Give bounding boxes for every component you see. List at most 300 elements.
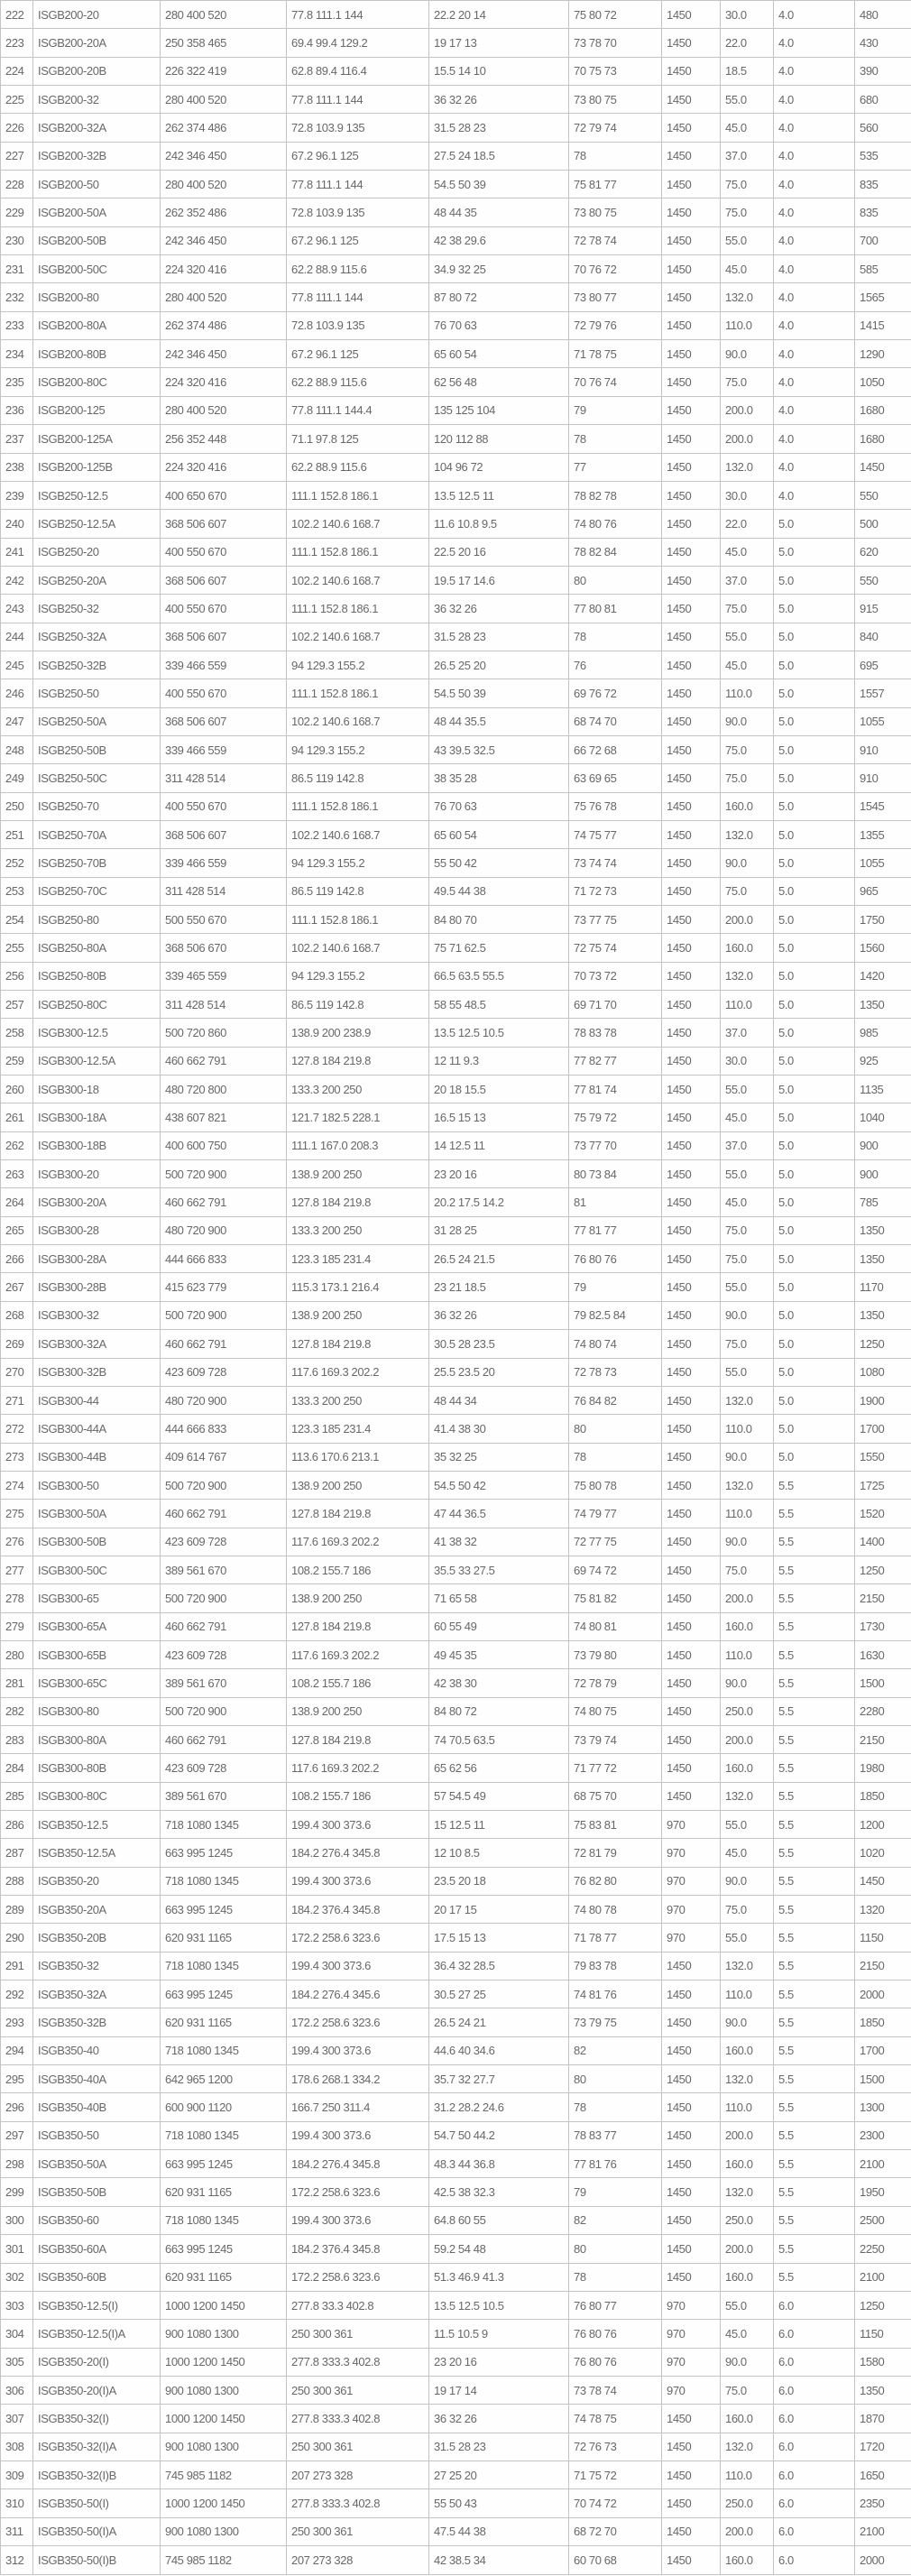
cell-head-m: 42 38 30: [429, 1669, 569, 1697]
cell-flow-ls: 86.5 119 142.8: [287, 764, 429, 792]
cell-model: ISGB350-40B: [33, 2093, 161, 2121]
table-row: [1, 934, 911, 962]
cell-speed-rpm: 1450: [662, 792, 721, 820]
cell-head-m: 84 80 70: [429, 906, 569, 934]
cell-row-number: 235: [1, 368, 33, 396]
cell-power-kw: 160.0: [721, 2150, 774, 2178]
cell-power-kw: 132.0: [721, 1952, 774, 1980]
cell-flow-ls: 138.9 200 250: [287, 1160, 429, 1188]
cell-row-number: 252: [1, 849, 33, 877]
cell-flow-m3h: 250 358 465: [161, 29, 287, 57]
cell-power-kw: 90.0: [721, 1669, 774, 1697]
cell-flow-ls: 108.2 155.7 186: [287, 1556, 429, 1583]
cell-npsh-m: 4.0: [774, 425, 855, 453]
table-row: [1, 1245, 911, 1273]
table-row: [1, 2545, 911, 2574]
cell-speed-rpm: 1450: [662, 1725, 721, 1753]
cell-flow-m3h: 339 465 559: [161, 962, 287, 990]
cell-efficiency-pct: 75 80 78: [569, 1471, 662, 1499]
cell-power-kw: 200.0: [721, 2121, 774, 2149]
cell-weight-kg: 1200: [855, 1811, 911, 1839]
cell-efficiency-pct: 82: [569, 2036, 662, 2064]
cell-flow-m3h: 389 561 670: [161, 1669, 287, 1697]
cell-flow-m3h: 311 428 514: [161, 877, 287, 905]
cell-flow-ls: 138.9 200 238.9: [287, 1019, 429, 1047]
cell-row-number: 229: [1, 199, 33, 226]
cell-flow-m3h: 718 1080 1345: [161, 1867, 287, 1895]
cell-head-m: 19.5 17 14.6: [429, 566, 569, 594]
cell-model: ISGB300-18B: [33, 1131, 161, 1159]
cell-speed-rpm: 1450: [662, 1103, 721, 1131]
table-row: [1, 1131, 911, 1159]
cell-speed-rpm: 1450: [662, 1047, 721, 1075]
cell-power-kw: 75.0: [721, 171, 774, 199]
cell-row-number: 261: [1, 1103, 33, 1131]
table-row: [1, 735, 911, 763]
cell-flow-ls: 199.4 300 373.6: [287, 1811, 429, 1839]
cell-weight-kg: 1050: [855, 368, 911, 396]
cell-flow-m3h: 900 1080 1300: [161, 2433, 287, 2461]
cell-efficiency-pct: 79: [569, 396, 662, 424]
cell-speed-rpm: 1450: [662, 2489, 721, 2517]
cell-model: ISGB250-80C: [33, 991, 161, 1019]
cell-flow-ls: 94 129.3 155.2: [287, 651, 429, 679]
cell-flow-m3h: 620 931 1165: [161, 2008, 287, 2036]
cell-efficiency-pct: 77 81 74: [569, 1076, 662, 1103]
cell-weight-kg: 835: [855, 199, 911, 226]
cell-flow-m3h: 718 1080 1345: [161, 1811, 287, 1839]
table-row: [1, 1612, 911, 1640]
table-row: [1, 1471, 911, 1499]
cell-weight-kg: 1320: [855, 1896, 911, 1924]
cell-power-kw: 132.0: [721, 1782, 774, 1810]
cell-npsh-m: 5.0: [774, 510, 855, 538]
cell-flow-m3h: 242 346 450: [161, 226, 287, 254]
table-row: [1, 792, 911, 820]
cell-weight-kg: 965: [855, 877, 911, 905]
cell-speed-rpm: 1450: [662, 1471, 721, 1499]
cell-weight-kg: 1020: [855, 1839, 911, 1867]
cell-npsh-m: 5.5: [774, 1640, 855, 1668]
cell-npsh-m: 5.5: [774, 1839, 855, 1867]
cell-head-m: 23 20 16: [429, 2348, 569, 2376]
cell-model: ISGB250-50: [33, 679, 161, 707]
cell-efficiency-pct: 73 77 75: [569, 906, 662, 934]
table-row: [1, 396, 911, 424]
cell-head-m: 76 70 63: [429, 792, 569, 820]
cell-weight-kg: 1300: [855, 2093, 911, 2121]
cell-flow-ls: 67.2 96.1 125: [287, 340, 429, 368]
cell-efficiency-pct: 78: [569, 1443, 662, 1471]
cell-model: ISGB200-80: [33, 283, 161, 311]
cell-row-number: 312: [1, 2545, 33, 2574]
cell-row-number: 290: [1, 1924, 33, 1952]
cell-speed-rpm: 1450: [662, 283, 721, 311]
cell-head-m: 11.6 10.8 9.5: [429, 510, 569, 538]
cell-weight-kg: 1680: [855, 425, 911, 453]
cell-npsh-m: 5.5: [774, 1725, 855, 1753]
cell-flow-ls: 277.8 33.3 402.8: [287, 2291, 429, 2319]
cell-npsh-m: 5.5: [774, 2206, 855, 2234]
cell-power-kw: 30.0: [721, 1, 774, 29]
cell-power-kw: 132.0: [721, 453, 774, 481]
cell-efficiency-pct: 75 80 72: [569, 1, 662, 29]
cell-weight-kg: 550: [855, 566, 911, 594]
cell-row-number: 273: [1, 1443, 33, 1471]
cell-flow-m3h: 224 320 416: [161, 255, 287, 283]
cell-model: ISGB200-20A: [33, 29, 161, 57]
cell-flow-ls: 184.2 376.4 345.8: [287, 1896, 429, 1924]
cell-efficiency-pct: 73 80 75: [569, 199, 662, 226]
cell-flow-ls: 172.2 258.6 323.6: [287, 2008, 429, 2036]
cell-flow-ls: 133.3 200 250: [287, 1386, 429, 1414]
cell-power-kw: 132.0: [721, 2178, 774, 2206]
cell-model: ISGB200-32: [33, 86, 161, 114]
cell-head-m: 47.5 44 38: [429, 2517, 569, 2545]
cell-head-m: 43 39.5 32.5: [429, 735, 569, 763]
cell-model: ISGB250-80B: [33, 962, 161, 990]
cell-npsh-m: 5.5: [774, 2263, 855, 2291]
table-row: [1, 255, 911, 283]
cell-weight-kg: 2300: [855, 2121, 911, 2149]
cell-npsh-m: 5.5: [774, 2065, 855, 2093]
cell-row-number: 228: [1, 171, 33, 199]
cell-model: ISGB300-32: [33, 1301, 161, 1329]
cell-speed-rpm: 1450: [662, 1, 721, 29]
cell-flow-ls: 108.2 155.7 186: [287, 1782, 429, 1810]
cell-efficiency-pct: 68 75 70: [569, 1782, 662, 1810]
cell-npsh-m: 5.0: [774, 1019, 855, 1047]
cell-head-m: 75 71 62.5: [429, 934, 569, 962]
table-row: [1, 2036, 911, 2064]
cell-head-m: 87 80 72: [429, 283, 569, 311]
cell-row-number: 244: [1, 623, 33, 651]
cell-model: ISGB200-80B: [33, 340, 161, 368]
cell-row-number: 297: [1, 2121, 33, 2149]
cell-weight-kg: 1250: [855, 2291, 911, 2319]
cell-speed-rpm: 1450: [662, 255, 721, 283]
cell-efficiency-pct: 71 75 72: [569, 2461, 662, 2488]
cell-efficiency-pct: 71 78 75: [569, 340, 662, 368]
cell-npsh-m: 4.0: [774, 481, 855, 509]
cell-head-m: 54.7 50 44.2: [429, 2121, 569, 2149]
cell-weight-kg: 1250: [855, 1330, 911, 1358]
cell-weight-kg: 1500: [855, 1669, 911, 1697]
cell-flow-ls: 102.2 140.6 168.7: [287, 623, 429, 651]
cell-power-kw: 90.0: [721, 1867, 774, 1895]
cell-head-m: 13.5 12.5 10.5: [429, 1019, 569, 1047]
cell-weight-kg: 695: [855, 651, 911, 679]
cell-npsh-m: 5.0: [774, 1216, 855, 1244]
cell-weight-kg: 1630: [855, 1640, 911, 1668]
cell-flow-ls: 67.2 96.1 125: [287, 142, 429, 170]
cell-model: ISGB350-50(I)B: [33, 2545, 161, 2574]
table-row: [1, 906, 911, 934]
cell-npsh-m: 5.5: [774, 1500, 855, 1528]
cell-npsh-m: 6.0: [774, 2405, 855, 2433]
cell-efficiency-pct: 81: [569, 1188, 662, 1216]
cell-speed-rpm: 1450: [662, 2178, 721, 2206]
table-row: [1, 1952, 911, 1980]
cell-flow-m3h: 500 720 900: [161, 1160, 287, 1188]
cell-weight-kg: 585: [855, 255, 911, 283]
cell-row-number: 250: [1, 792, 33, 820]
cell-speed-rpm: 1450: [662, 1301, 721, 1329]
cell-npsh-m: 5.0: [774, 877, 855, 905]
cell-speed-rpm: 1450: [662, 29, 721, 57]
cell-head-m: 30.5 27 25: [429, 1980, 569, 2008]
cell-model: ISGB200-125: [33, 396, 161, 424]
cell-flow-m3h: 280 400 520: [161, 1, 287, 29]
cell-flow-m3h: 339 466 559: [161, 651, 287, 679]
cell-flow-m3h: 1000 1200 1450: [161, 2489, 287, 2517]
cell-efficiency-pct: 74 80 74: [569, 1330, 662, 1358]
table-row: [1, 29, 911, 57]
table-row: [1, 2461, 911, 2488]
cell-npsh-m: 5.0: [774, 1131, 855, 1159]
cell-power-kw: 90.0: [721, 849, 774, 877]
cell-npsh-m: 5.5: [774, 1980, 855, 2008]
cell-npsh-m: 5.0: [774, 820, 855, 848]
cell-flow-ls: 94 129.3 155.2: [287, 849, 429, 877]
cell-efficiency-pct: 74 80 81: [569, 1612, 662, 1640]
cell-flow-ls: 172.2 258.6 323.6: [287, 2263, 429, 2291]
cell-weight-kg: 550: [855, 481, 911, 509]
cell-weight-kg: 1980: [855, 1754, 911, 1782]
cell-power-kw: 110.0: [721, 311, 774, 339]
cell-npsh-m: 5.0: [774, 906, 855, 934]
cell-model: ISGB350-50B: [33, 2178, 161, 2206]
cell-weight-kg: 1680: [855, 396, 911, 424]
cell-efficiency-pct: 80: [569, 2065, 662, 2093]
cell-efficiency-pct: 72 78 73: [569, 1358, 662, 1386]
cell-row-number: 306: [1, 2376, 33, 2404]
table-row: [1, 1867, 911, 1895]
cell-weight-kg: 500: [855, 510, 911, 538]
cell-power-kw: 132.0: [721, 1471, 774, 1499]
cell-model: ISGB300-28: [33, 1216, 161, 1244]
table-row: [1, 368, 911, 396]
cell-power-kw: 90.0: [721, 340, 774, 368]
cell-flow-ls: 77.8 111.1 144: [287, 1, 429, 29]
cell-speed-rpm: 1450: [662, 820, 721, 848]
cell-efficiency-pct: 78: [569, 2263, 662, 2291]
cell-efficiency-pct: 76 80 77: [569, 2291, 662, 2319]
cell-flow-m3h: 620 931 1165: [161, 2178, 287, 2206]
cell-speed-rpm: 970: [662, 1896, 721, 1924]
cell-model: ISGB350-12.5: [33, 1811, 161, 1839]
cell-weight-kg: 2000: [855, 2545, 911, 2574]
cell-model: ISGB300-50A: [33, 1500, 161, 1528]
cell-weight-kg: 2150: [855, 1725, 911, 1753]
cell-speed-rpm: 1450: [662, 1556, 721, 1583]
cell-row-number: 222: [1, 1, 33, 29]
cell-npsh-m: 4.0: [774, 29, 855, 57]
cell-flow-ls: 138.9 200 250: [287, 1471, 429, 1499]
table-row: [1, 820, 911, 848]
cell-weight-kg: 1400: [855, 1528, 911, 1556]
cell-efficiency-pct: 72 75 74: [569, 934, 662, 962]
cell-power-kw: 110.0: [721, 1640, 774, 1668]
cell-row-number: 259: [1, 1047, 33, 1075]
cell-efficiency-pct: 75 76 78: [569, 792, 662, 820]
cell-model: ISGB300-18: [33, 1076, 161, 1103]
cell-head-m: 42 38.5 34: [429, 2545, 569, 2574]
cell-flow-ls: 117.6 169.3 202.2: [287, 1754, 429, 1782]
cell-flow-m3h: 718 1080 1345: [161, 2121, 287, 2149]
cell-model: ISGB300-20A: [33, 1188, 161, 1216]
table-row: [1, 707, 911, 735]
cell-efficiency-pct: 74 80 78: [569, 1896, 662, 1924]
cell-efficiency-pct: 72 77 75: [569, 1528, 662, 1556]
cell-flow-m3h: 400 550 670: [161, 679, 287, 707]
cell-head-m: 35 32 25: [429, 1443, 569, 1471]
cell-head-m: 20 17 15: [429, 1896, 569, 1924]
cell-weight-kg: 1350: [855, 1301, 911, 1329]
table-body: [1, 1, 911, 2575]
cell-npsh-m: 4.0: [774, 340, 855, 368]
cell-efficiency-pct: 80 73 84: [569, 1160, 662, 1188]
cell-head-m: 65 60 54: [429, 820, 569, 848]
cell-npsh-m: 5.5: [774, 1528, 855, 1556]
table-row: [1, 1443, 911, 1471]
cell-npsh-m: 6.0: [774, 2376, 855, 2404]
cell-efficiency-pct: 78 83 77: [569, 2121, 662, 2149]
cell-speed-rpm: 1450: [662, 2405, 721, 2433]
cell-model: ISGB350-40A: [33, 2065, 161, 2093]
cell-power-kw: 200.0: [721, 396, 774, 424]
cell-flow-m3h: 718 1080 1345: [161, 1952, 287, 1980]
cell-speed-rpm: 1450: [662, 906, 721, 934]
table-row: [1, 1669, 911, 1697]
table-row: [1, 2263, 911, 2291]
cell-npsh-m: 6.0: [774, 2291, 855, 2319]
cell-head-m: 31 28 25: [429, 1216, 569, 1244]
cell-speed-rpm: 1450: [662, 566, 721, 594]
cell-model: ISGB250-70C: [33, 877, 161, 905]
cell-row-number: 301: [1, 2235, 33, 2263]
cell-efficiency-pct: 70 76 74: [569, 368, 662, 396]
cell-flow-ls: 77.8 111.1 144: [287, 283, 429, 311]
cell-head-m: 23.5 20 18: [429, 1867, 569, 1895]
cell-npsh-m: 4.0: [774, 226, 855, 254]
cell-flow-ls: 184.2 376.4 345.8: [287, 2235, 429, 2263]
cell-weight-kg: 1350: [855, 1245, 911, 1273]
cell-efficiency-pct: 75 81 77: [569, 171, 662, 199]
table-row: [1, 991, 911, 1019]
cell-speed-rpm: 1450: [662, 1612, 721, 1640]
table-row: [1, 86, 911, 114]
cell-weight-kg: 900: [855, 1131, 911, 1159]
table-row: [1, 2517, 911, 2545]
table-row: [1, 2206, 911, 2234]
cell-model: ISGB350-12.5(I): [33, 2291, 161, 2319]
cell-flow-ls: 184.2 276.4 345.8: [287, 1839, 429, 1867]
cell-flow-m3h: 745 985 1182: [161, 2545, 287, 2574]
cell-head-m: 15.5 14 10: [429, 57, 569, 85]
cell-weight-kg: 1700: [855, 2036, 911, 2064]
cell-row-number: 289: [1, 1896, 33, 1924]
cell-power-kw: 55.0: [721, 2291, 774, 2319]
cell-flow-m3h: 663 995 1245: [161, 2235, 287, 2263]
cell-speed-rpm: 1450: [662, 57, 721, 85]
cell-model: ISGB350-20A: [33, 1896, 161, 1924]
cell-weight-kg: 2100: [855, 2263, 911, 2291]
table-row: [1, 962, 911, 990]
cell-efficiency-pct: 79: [569, 1273, 662, 1301]
cell-power-kw: 200.0: [721, 2235, 774, 2263]
cell-row-number: 262: [1, 1131, 33, 1159]
cell-model: ISGB350-60B: [33, 2263, 161, 2291]
cell-model: ISGB250-20A: [33, 566, 161, 594]
cell-weight-kg: 1500: [855, 2065, 911, 2093]
cell-speed-rpm: 970: [662, 1839, 721, 1867]
cell-flow-m3h: 368 506 607: [161, 566, 287, 594]
cell-speed-rpm: 1450: [662, 226, 721, 254]
cell-model: ISGB250-32A: [33, 623, 161, 651]
cell-power-kw: 160.0: [721, 2405, 774, 2433]
cell-flow-ls: 138.9 200 250: [287, 1697, 429, 1725]
cell-power-kw: 55.0: [721, 1076, 774, 1103]
cell-npsh-m: 5.5: [774, 2093, 855, 2121]
cell-efficiency-pct: 74 75 77: [569, 820, 662, 848]
cell-speed-rpm: 1450: [662, 1019, 721, 1047]
cell-npsh-m: 5.0: [774, 1103, 855, 1131]
cell-flow-m3h: 368 506 607: [161, 820, 287, 848]
cell-speed-rpm: 970: [662, 2291, 721, 2319]
cell-flow-ls: 102.2 140.6 168.7: [287, 510, 429, 538]
cell-flow-m3h: 280 400 520: [161, 396, 287, 424]
cell-model: ISGB200-50B: [33, 226, 161, 254]
cell-power-kw: 160.0: [721, 1612, 774, 1640]
table-row: [1, 1924, 911, 1952]
cell-head-m: 47 44 36.5: [429, 1500, 569, 1528]
cell-power-kw: 160.0: [721, 792, 774, 820]
table-row: [1, 764, 911, 792]
cell-weight-kg: 2280: [855, 1697, 911, 1725]
cell-head-m: 65 60 54: [429, 340, 569, 368]
cell-head-m: 54.5 50 42: [429, 1471, 569, 1499]
cell-efficiency-pct: 72 78 79: [569, 1669, 662, 1697]
cell-model: ISGB300-65C: [33, 1669, 161, 1697]
cell-power-kw: 55.0: [721, 86, 774, 114]
cell-row-number: 270: [1, 1358, 33, 1386]
cell-npsh-m: 4.0: [774, 86, 855, 114]
cell-model: ISGB250-80: [33, 906, 161, 934]
cell-efficiency-pct: 74 79 77: [569, 1500, 662, 1528]
cell-speed-rpm: 970: [662, 2348, 721, 2376]
cell-flow-m3h: 460 662 791: [161, 1047, 287, 1075]
cell-speed-rpm: 1450: [662, 481, 721, 509]
cell-speed-rpm: 1450: [662, 2036, 721, 2064]
cell-flow-m3h: 389 561 670: [161, 1556, 287, 1583]
cell-flow-m3h: 1000 1200 1450: [161, 2291, 287, 2319]
cell-flow-m3h: 400 550 670: [161, 595, 287, 623]
cell-npsh-m: 5.0: [774, 1330, 855, 1358]
cell-row-number: 267: [1, 1273, 33, 1301]
cell-npsh-m: 5.5: [774, 2235, 855, 2263]
cell-npsh-m: 5.0: [774, 1443, 855, 1471]
cell-flow-ls: 172.2 258.6 323.6: [287, 2178, 429, 2206]
cell-head-m: 38 35 28: [429, 764, 569, 792]
cell-flow-ls: 62.2 88.9 115.6: [287, 368, 429, 396]
table-row: [1, 566, 911, 594]
cell-row-number: 303: [1, 2291, 33, 2319]
cell-power-kw: 75.0: [721, 764, 774, 792]
cell-flow-m3h: 400 550 670: [161, 538, 287, 566]
cell-row-number: 302: [1, 2263, 33, 2291]
cell-flow-ls: 277.8 333.3 402.8: [287, 2489, 429, 2517]
